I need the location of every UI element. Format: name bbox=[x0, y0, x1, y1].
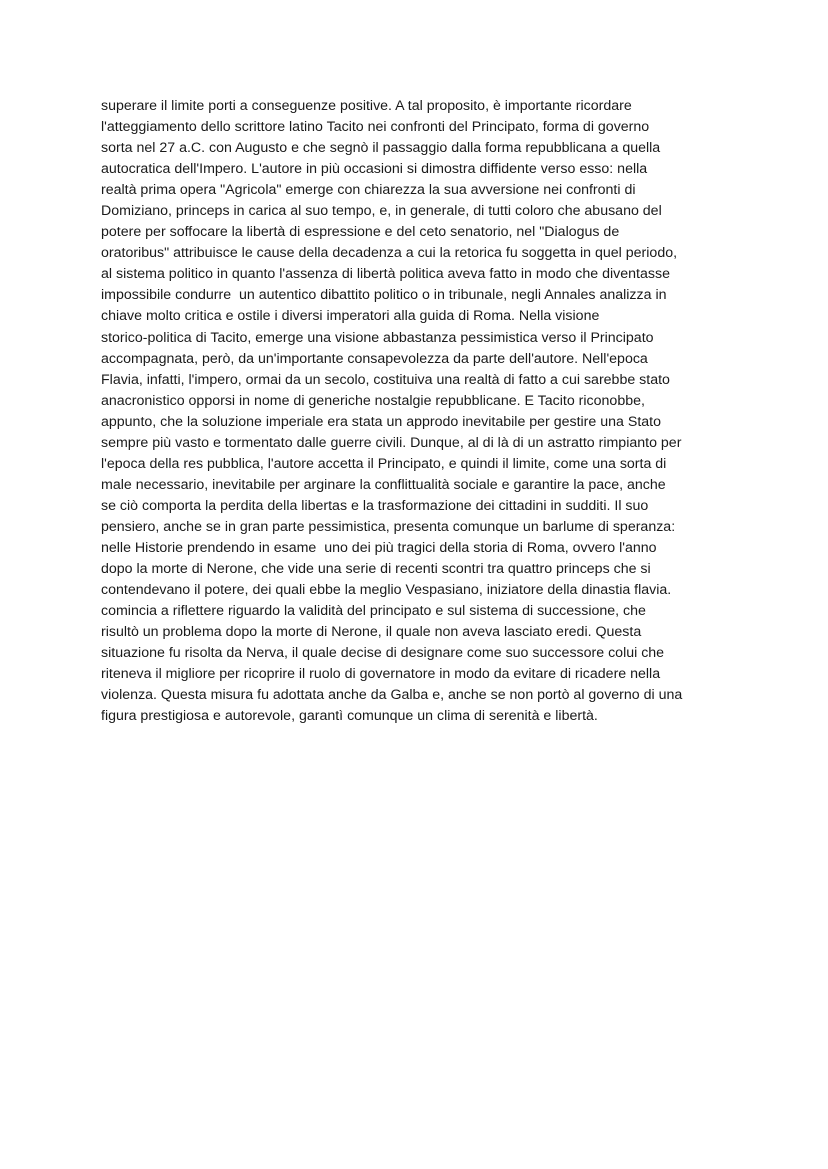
text-line: oratoribus" attribuisce le cause della decadenza a cui la retorica fu soggetta in quel periodo, bbox=[101, 245, 678, 262]
text-line: se ciò comporta la perdita della libertas e la trasformazione dei cittadini in sudditi. Il suo bbox=[101, 497, 649, 514]
text-line: nelle Historie prendendo in esame uno dei più tragici della storia di Roma, ovvero l'anno bbox=[101, 539, 657, 556]
text-line: appunto, che la soluzione imperiale era stata un approdo inevitabile per gestire una Stato bbox=[101, 413, 661, 430]
text-line: storico-politica di Tacito, emerge una visione abbastanza pessimistica verso il Principato bbox=[101, 329, 654, 346]
text-line: Flavia, infatti, l'impero, ormai da un secolo, costituiva una realtà di fatto a cui sarebbe stato bbox=[101, 371, 670, 388]
body-paragraph bbox=[101, 96, 741, 727]
text-line: risultò un problema dopo la morte di Nerone, il quale non aveva lasciato eredi. Questa bbox=[101, 624, 642, 641]
text-line: contendevano il potere, dei quali ebbe la meglio Vespasiano, iniziatore della dinastia flavia. bbox=[101, 582, 672, 599]
text-line: situazione fu risolta da Nerva, il quale decise di designare come suo successore colui che bbox=[101, 645, 665, 662]
text-line: violenza. Questa misura fu adottata anche da Galba e, anche se non portò al governo di una bbox=[101, 687, 683, 704]
text-line: superare il limite porti a conseguenze positive. A tal proposito, è importante ricordare bbox=[101, 98, 632, 114]
text-line: dopo la morte di Nerone, che vide una serie di recenti scontri tra quattro princeps che si bbox=[101, 561, 651, 578]
text-line: comincia a riflettere riguardo la validità del principato e sul sistema di successione, che bbox=[101, 603, 646, 620]
text-line: pensiero, anche se in gran parte pessimistica, presenta comunque un barlume di speranza: bbox=[101, 518, 676, 535]
text-line: anacronistico opporsi in nome di generiche nostalgie repubblicane. E Tacito riconobbe, bbox=[101, 392, 645, 409]
text-line: figura prestigiosa e autorevole, garantì comunque un clima di serenità e libertà. bbox=[101, 708, 598, 725]
text-line: chiave molto critica e ostile i diversi imperatori alla guida di Roma. Nella visione bbox=[101, 308, 600, 325]
text-line: riteneva il migliore per ricoprire il ruolo di governatore in modo da evitare di ricadere nella bbox=[101, 666, 661, 683]
text-line: al sistema politico in quanto l'assenza di libertà politica aveva fatto in modo che diventasse bbox=[101, 266, 670, 283]
text-line: autocratica dell'Impero. L'autore in più occasioni si dimostra diffidente verso esso: nella bbox=[101, 161, 648, 178]
text-line: sorta nel 27 a.C. con Augusto e che segnò il passaggio dalla forma repubblicana a quella bbox=[101, 140, 661, 157]
text-line: l'epoca della res pubblica, l'autore accetta il Principato, e quindi il limite, come una sorta di bbox=[101, 455, 667, 472]
text-line: Domiziano, princeps in carica al suo tempo, e, in generale, di tutti coloro che abusano del bbox=[101, 203, 662, 220]
text-line: realtà prima opera "Agricola" emerge con chiarezza la sua avversione nei confronti di bbox=[101, 182, 636, 199]
text-line: l'atteggiamento dello scrittore latino Tacito nei confronti del Principato, forma di governo bbox=[101, 119, 650, 136]
text-line: potere per soffocare la libertà di espressione e del ceto senatorio, nel "Dialogus de bbox=[101, 224, 620, 241]
text-line: sempre più vasto e tormentato dalle guerre civili. Dunque, al di là di un astratto rimpianto per bbox=[101, 434, 682, 451]
text-line: impossibile condurre un autentico dibattito politico o in tribunale, negli Annales analizza in bbox=[101, 287, 667, 304]
text-line: male necessario, inevitabile per arginare la conflittualità sociale e garantire la pace, anche bbox=[101, 476, 666, 493]
text-line: accompagnata, però, da un'importante consapevolezza da parte dell'autore. Nell'epoca bbox=[101, 350, 648, 367]
